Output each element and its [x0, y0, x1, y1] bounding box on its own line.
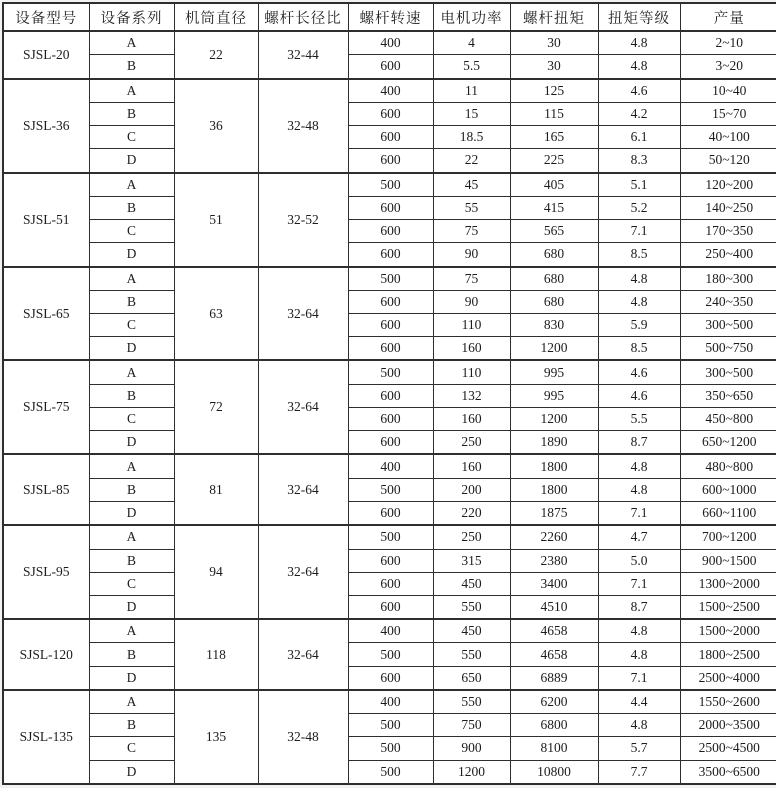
- torque-cell: 225: [510, 149, 598, 173]
- speed-cell: 600: [348, 407, 433, 430]
- model-cell: SJSL-75: [3, 360, 89, 454]
- output-cell: 350~650: [680, 384, 776, 407]
- grade-cell: 4.8: [598, 714, 680, 737]
- model-cell: SJSL-85: [3, 454, 89, 525]
- series-cell: B: [89, 549, 174, 572]
- series-cell: B: [89, 55, 174, 79]
- speed-cell: 400: [348, 619, 433, 643]
- table-row: [3, 454, 776, 478]
- spec-table-body: [3, 31, 776, 784]
- series-cell: B: [89, 714, 174, 737]
- grade-cell: 4.8: [598, 643, 680, 666]
- power-cell: 11: [433, 79, 510, 103]
- grade-cell: 8.5: [598, 337, 680, 361]
- model-cell: SJSL-135: [3, 690, 89, 784]
- table-row: [3, 549, 776, 572]
- table-row: [3, 243, 776, 267]
- output-cell: 120~200: [680, 173, 776, 197]
- power-cell: 160: [433, 337, 510, 361]
- header-cell-diameter: 机筒直径: [174, 3, 258, 31]
- series-cell: C: [89, 572, 174, 595]
- table-row: [3, 690, 776, 714]
- torque-cell: 565: [510, 220, 598, 243]
- speed-cell: 400: [348, 79, 433, 103]
- header-cell-grade: 扭矩等级: [598, 3, 680, 31]
- series-cell: B: [89, 102, 174, 125]
- torque-cell: 1800: [510, 454, 598, 478]
- power-cell: 750: [433, 714, 510, 737]
- speed-cell: 600: [348, 337, 433, 361]
- torque-cell: 6889: [510, 666, 598, 690]
- power-cell: 1200: [433, 760, 510, 784]
- series-cell: D: [89, 149, 174, 173]
- output-cell: 170~350: [680, 220, 776, 243]
- power-cell: 650: [433, 666, 510, 690]
- power-cell: 315: [433, 549, 510, 572]
- torque-cell: 1875: [510, 501, 598, 525]
- torque-cell: 30: [510, 31, 598, 55]
- ratio-cell: 32-64: [258, 619, 348, 690]
- table-row: [3, 595, 776, 619]
- header-cell-model: 设备型号: [3, 3, 89, 31]
- table-row: [3, 525, 776, 549]
- header-cell-ratio: 螺杆长径比: [258, 3, 348, 31]
- series-cell: D: [89, 501, 174, 525]
- output-cell: 2~10: [680, 31, 776, 55]
- series-cell: B: [89, 196, 174, 219]
- power-cell: 220: [433, 501, 510, 525]
- speed-cell: 600: [348, 666, 433, 690]
- ratio-cell: 32-48: [258, 690, 348, 784]
- table-row: [3, 431, 776, 455]
- series-cell: A: [89, 267, 174, 291]
- diameter-cell: 94: [174, 525, 258, 619]
- speed-cell: 600: [348, 55, 433, 79]
- diameter-cell: 22: [174, 31, 258, 79]
- power-cell: 250: [433, 431, 510, 455]
- series-cell: A: [89, 454, 174, 478]
- speed-cell: 600: [348, 196, 433, 219]
- grade-cell: 7.7: [598, 760, 680, 784]
- power-cell: 900: [433, 737, 510, 760]
- power-cell: 550: [433, 690, 510, 714]
- torque-cell: 165: [510, 126, 598, 149]
- series-cell: A: [89, 619, 174, 643]
- speed-cell: 600: [348, 314, 433, 337]
- power-cell: 75: [433, 220, 510, 243]
- power-cell: 550: [433, 643, 510, 666]
- power-cell: 132: [433, 384, 510, 407]
- table-row: [3, 126, 776, 149]
- torque-cell: 995: [510, 384, 598, 407]
- grade-cell: 4.8: [598, 267, 680, 291]
- speed-cell: 500: [348, 173, 433, 197]
- diameter-cell: 72: [174, 360, 258, 454]
- output-cell: 660~1100: [680, 501, 776, 525]
- table-row: [3, 31, 776, 55]
- ratio-cell: 32-64: [258, 454, 348, 525]
- header-cell-output: 产量: [680, 3, 776, 31]
- speed-cell: 600: [348, 595, 433, 619]
- diameter-cell: 81: [174, 454, 258, 525]
- grade-cell: 8.5: [598, 243, 680, 267]
- torque-cell: 995: [510, 360, 598, 384]
- table-row: [3, 314, 776, 337]
- series-cell: C: [89, 126, 174, 149]
- output-cell: 650~1200: [680, 431, 776, 455]
- torque-cell: 115: [510, 102, 598, 125]
- speed-cell: 600: [348, 149, 433, 173]
- output-cell: 500~750: [680, 337, 776, 361]
- diameter-cell: 63: [174, 267, 258, 361]
- table-row: [3, 220, 776, 243]
- header-cell-power: 电机功率: [433, 3, 510, 31]
- speed-cell: 500: [348, 737, 433, 760]
- ratio-cell: 32-48: [258, 79, 348, 173]
- output-cell: 50~120: [680, 149, 776, 173]
- torque-cell: 4658: [510, 619, 598, 643]
- grade-cell: 4.6: [598, 360, 680, 384]
- table-row: [3, 501, 776, 525]
- output-cell: 2500~4500: [680, 737, 776, 760]
- speed-cell: 600: [348, 290, 433, 313]
- torque-cell: 4510: [510, 595, 598, 619]
- output-cell: 450~800: [680, 407, 776, 430]
- speed-cell: 600: [348, 126, 433, 149]
- grade-cell: 6.1: [598, 126, 680, 149]
- ratio-cell: 32-44: [258, 31, 348, 79]
- table-row: [3, 643, 776, 666]
- speed-cell: 500: [348, 525, 433, 549]
- grade-cell: 5.1: [598, 173, 680, 197]
- grade-cell: 8.3: [598, 149, 680, 173]
- grade-cell: 4.2: [598, 102, 680, 125]
- model-cell: SJSL-65: [3, 267, 89, 361]
- output-cell: 600~1000: [680, 478, 776, 501]
- series-cell: A: [89, 173, 174, 197]
- diameter-cell: 118: [174, 619, 258, 690]
- series-cell: B: [89, 290, 174, 313]
- power-cell: 450: [433, 572, 510, 595]
- power-cell: 5.5: [433, 55, 510, 79]
- grade-cell: 4.8: [598, 290, 680, 313]
- torque-cell: 4658: [510, 643, 598, 666]
- grade-cell: 4.6: [598, 384, 680, 407]
- model-cell: SJSL-120: [3, 619, 89, 690]
- grade-cell: 7.1: [598, 220, 680, 243]
- table-row: [3, 196, 776, 219]
- series-cell: B: [89, 384, 174, 407]
- model-cell: SJSL-36: [3, 79, 89, 173]
- output-cell: 700~1200: [680, 525, 776, 549]
- torque-cell: 10800: [510, 760, 598, 784]
- power-cell: 90: [433, 243, 510, 267]
- grade-cell: 4.6: [598, 79, 680, 103]
- torque-cell: 6200: [510, 690, 598, 714]
- table-row: [3, 337, 776, 361]
- series-cell: D: [89, 243, 174, 267]
- speed-cell: 400: [348, 454, 433, 478]
- model-cell: SJSL-95: [3, 525, 89, 619]
- speed-cell: 600: [348, 384, 433, 407]
- torque-cell: 1200: [510, 337, 598, 361]
- power-cell: 90: [433, 290, 510, 313]
- power-cell: 160: [433, 407, 510, 430]
- output-cell: 1800~2500: [680, 643, 776, 666]
- table-row: [3, 102, 776, 125]
- grade-cell: 4.8: [598, 619, 680, 643]
- series-cell: C: [89, 220, 174, 243]
- table-row: [3, 619, 776, 643]
- torque-cell: 30: [510, 55, 598, 79]
- torque-cell: 405: [510, 173, 598, 197]
- speed-cell: 500: [348, 267, 433, 291]
- torque-cell: 1890: [510, 431, 598, 455]
- output-cell: 250~400: [680, 243, 776, 267]
- series-cell: A: [89, 79, 174, 103]
- speed-cell: 400: [348, 690, 433, 714]
- power-cell: 450: [433, 619, 510, 643]
- power-cell: 75: [433, 267, 510, 291]
- series-cell: B: [89, 478, 174, 501]
- torque-cell: 8100: [510, 737, 598, 760]
- diameter-cell: 135: [174, 690, 258, 784]
- spec-table-page: [2, 2, 774, 785]
- speed-cell: 500: [348, 360, 433, 384]
- series-cell: D: [89, 595, 174, 619]
- series-cell: C: [89, 407, 174, 430]
- speed-cell: 600: [348, 501, 433, 525]
- ratio-cell: 32-64: [258, 525, 348, 619]
- table-row: [3, 267, 776, 291]
- output-cell: 10~40: [680, 79, 776, 103]
- speed-cell: 600: [348, 243, 433, 267]
- table-row: [3, 79, 776, 103]
- torque-cell: 3400: [510, 572, 598, 595]
- grade-cell: 4.8: [598, 55, 680, 79]
- output-cell: 1550~2600: [680, 690, 776, 714]
- output-cell: 15~70: [680, 102, 776, 125]
- grade-cell: 5.2: [598, 196, 680, 219]
- power-cell: 550: [433, 595, 510, 619]
- table-row: [3, 666, 776, 690]
- grade-cell: 4.8: [598, 31, 680, 55]
- speed-cell: 600: [348, 102, 433, 125]
- series-cell: B: [89, 643, 174, 666]
- torque-cell: 2380: [510, 549, 598, 572]
- grade-cell: 4.8: [598, 454, 680, 478]
- torque-cell: 415: [510, 196, 598, 219]
- series-cell: A: [89, 31, 174, 55]
- header-cell-speed: 螺杆转速: [348, 3, 433, 31]
- power-cell: 22: [433, 149, 510, 173]
- torque-cell: 680: [510, 290, 598, 313]
- table-row: [3, 384, 776, 407]
- series-cell: D: [89, 337, 174, 361]
- grade-cell: 7.1: [598, 572, 680, 595]
- series-cell: D: [89, 431, 174, 455]
- power-cell: 160: [433, 454, 510, 478]
- ratio-cell: 32-64: [258, 267, 348, 361]
- header-cell-torque: 螺杆扭矩: [510, 3, 598, 31]
- output-cell: 300~500: [680, 314, 776, 337]
- table-row: [3, 407, 776, 430]
- ratio-cell: 32-52: [258, 173, 348, 267]
- output-cell: 1500~2000: [680, 619, 776, 643]
- ratio-cell: 32-64: [258, 360, 348, 454]
- power-cell: 15: [433, 102, 510, 125]
- model-cell: SJSL-51: [3, 173, 89, 267]
- power-cell: 4: [433, 31, 510, 55]
- series-cell: D: [89, 666, 174, 690]
- speed-cell: 500: [348, 643, 433, 666]
- output-cell: 3~20: [680, 55, 776, 79]
- series-cell: D: [89, 760, 174, 784]
- output-cell: 300~500: [680, 360, 776, 384]
- output-cell: 1300~2000: [680, 572, 776, 595]
- output-cell: 40~100: [680, 126, 776, 149]
- table-row: [3, 55, 776, 79]
- header-row: [3, 3, 776, 31]
- speed-cell: 500: [348, 478, 433, 501]
- speed-cell: 400: [348, 31, 433, 55]
- model-cell: SJSL-20: [3, 31, 89, 79]
- torque-cell: 6800: [510, 714, 598, 737]
- table-row: [3, 290, 776, 313]
- grade-cell: 8.7: [598, 595, 680, 619]
- grade-cell: 4.8: [598, 478, 680, 501]
- table-row: [3, 173, 776, 197]
- output-cell: 180~300: [680, 267, 776, 291]
- series-cell: A: [89, 360, 174, 384]
- output-cell: 3500~6500: [680, 760, 776, 784]
- power-cell: 110: [433, 360, 510, 384]
- spec-table: [2, 2, 776, 785]
- table-row: [3, 737, 776, 760]
- series-cell: A: [89, 525, 174, 549]
- speed-cell: 600: [348, 572, 433, 595]
- speed-cell: 600: [348, 549, 433, 572]
- diameter-cell: 36: [174, 79, 258, 173]
- output-cell: 2000~3500: [680, 714, 776, 737]
- speed-cell: 500: [348, 760, 433, 784]
- speed-cell: 500: [348, 714, 433, 737]
- torque-cell: 680: [510, 267, 598, 291]
- speed-cell: 600: [348, 220, 433, 243]
- grade-cell: 5.7: [598, 737, 680, 760]
- table-row: [3, 360, 776, 384]
- table-row: [3, 149, 776, 173]
- grade-cell: 5.9: [598, 314, 680, 337]
- output-cell: 240~350: [680, 290, 776, 313]
- table-row: [3, 572, 776, 595]
- table-row: [3, 714, 776, 737]
- table-row: [3, 760, 776, 784]
- torque-cell: 1800: [510, 478, 598, 501]
- power-cell: 55: [433, 196, 510, 219]
- power-cell: 250: [433, 525, 510, 549]
- power-cell: 45: [433, 173, 510, 197]
- torque-cell: 830: [510, 314, 598, 337]
- series-cell: C: [89, 737, 174, 760]
- grade-cell: 5.5: [598, 407, 680, 430]
- table-row: [3, 478, 776, 501]
- torque-cell: 2260: [510, 525, 598, 549]
- power-cell: 18.5: [433, 126, 510, 149]
- grade-cell: 7.1: [598, 501, 680, 525]
- torque-cell: 680: [510, 243, 598, 267]
- output-cell: 480~800: [680, 454, 776, 478]
- series-cell: C: [89, 314, 174, 337]
- power-cell: 200: [433, 478, 510, 501]
- torque-cell: 125: [510, 79, 598, 103]
- diameter-cell: 51: [174, 173, 258, 267]
- series-cell: A: [89, 690, 174, 714]
- grade-cell: 4.4: [598, 690, 680, 714]
- grade-cell: 8.7: [598, 431, 680, 455]
- grade-cell: 7.1: [598, 666, 680, 690]
- header-cell-series: 设备系列: [89, 3, 174, 31]
- output-cell: 1500~2500: [680, 595, 776, 619]
- output-cell: 2500~4000: [680, 666, 776, 690]
- grade-cell: 5.0: [598, 549, 680, 572]
- speed-cell: 600: [348, 431, 433, 455]
- output-cell: 900~1500: [680, 549, 776, 572]
- power-cell: 110: [433, 314, 510, 337]
- grade-cell: 4.7: [598, 525, 680, 549]
- output-cell: 140~250: [680, 196, 776, 219]
- torque-cell: 1200: [510, 407, 598, 430]
